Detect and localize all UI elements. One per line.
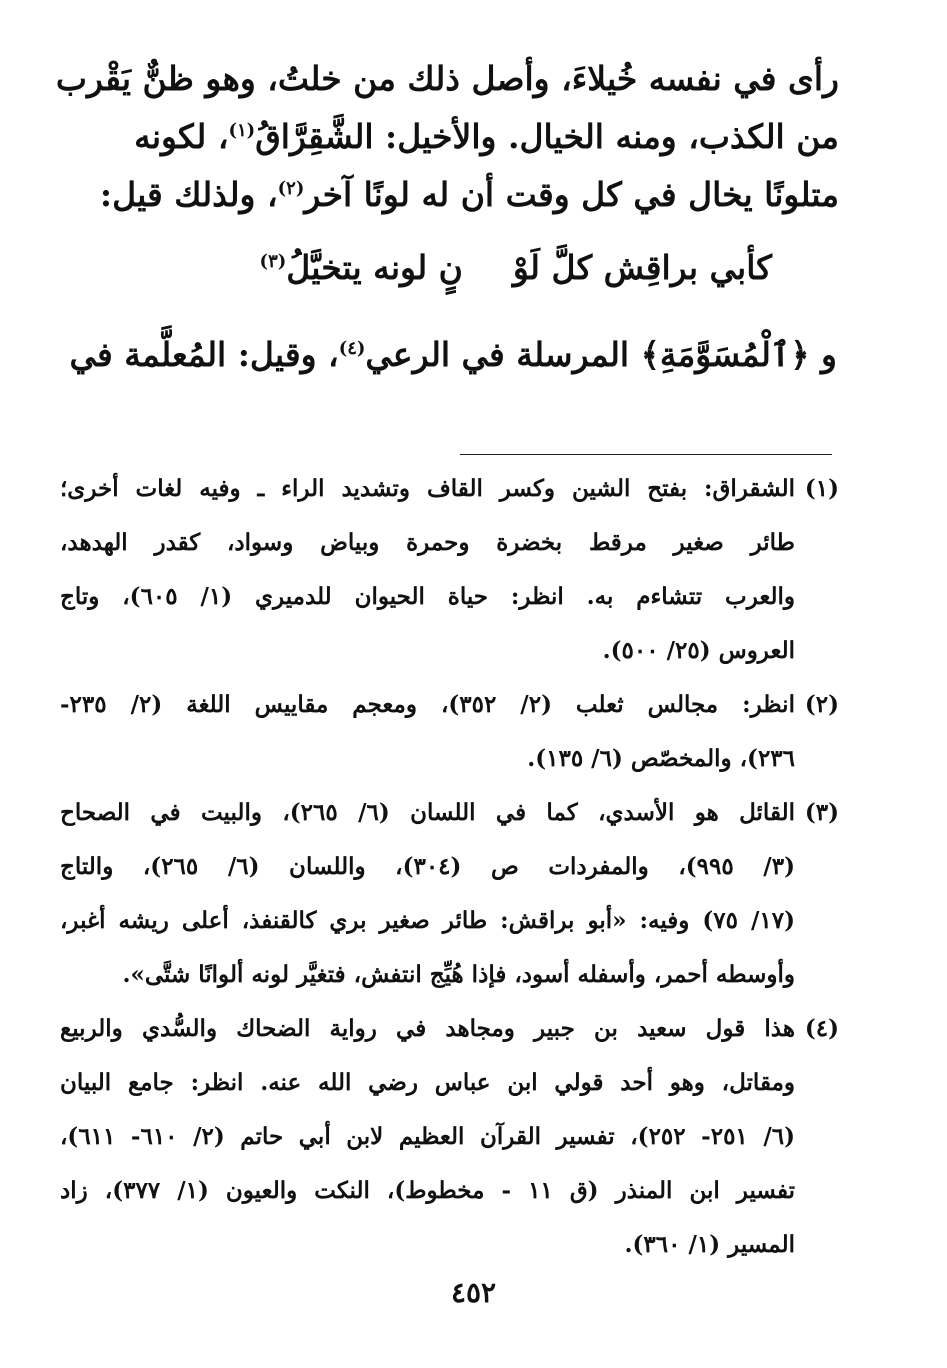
page-number: ٤٥٢	[450, 1276, 497, 1309]
footnote-line: المسير (١/ ٣٦٠).	[624, 1231, 795, 1258]
main-line-3-part-a: متلونًا يخال في كل وقت أن له لونًا آخر	[304, 175, 839, 214]
last-line-part-a: و ﴿ٱلْمُسَوَّمَةِ﴾ المرسلة في الرعي	[365, 335, 837, 374]
footnote-line: هذا قول سعيد بن جبير ومجاهد في رواية الضحاك والسُّدي والربيع	[60, 1015, 795, 1042]
footnote-2	[60, 678, 839, 786]
footnote-number: (٣)	[804, 799, 839, 826]
main-line-3-part-b: ، ولذلك قيل:	[99, 175, 278, 214]
footnote-line: طائر صغير مرقط بخضرة وحمرة وبياض وسواد، كقدر الهدهد،	[60, 529, 795, 556]
footnote-line: القائل هو الأسدي، كما في اللسان (٦/ ٢٦٥)، والبيت في الصحاح	[60, 799, 795, 826]
main-text	[55, 50, 839, 224]
footnote-line: انظر: مجالس ثعلب (٢/ ٣٥٢)، ومعجم مقاييس اللغة (٢/ ٢٣٥-	[60, 691, 795, 718]
main-line-2-part-a: من الكذب، ومنه الخيال. والأخيل: الشَّقِرَّاقُ	[255, 117, 839, 156]
footnote-line: وأوسطه أحمر، وأسفله أسود، فإذا هُيِّج انتفش، فتغيَّر لونه ألوانًا شتَّى».	[122, 961, 795, 988]
footnote-number: (١)	[804, 475, 839, 502]
footnote-4	[60, 1002, 839, 1272]
main-text-line	[55, 50, 839, 108]
main-text-line	[60, 108, 839, 166]
footnote-marker-4: (٤)	[338, 338, 366, 359]
footnote-3	[60, 786, 839, 1002]
footnote-line: الشقراق: بفتح الشين وكسر القاف وتشديد الراء ـ وفيه لغات أخرى؛	[60, 475, 795, 502]
footnote-line: ٢٣٦)، والمخصّص (٦/ ١٣٥).	[527, 745, 795, 772]
footnote-line: (١٧/ ٧٥) وفيه: «أبو براقش: طائر صغير بري كالقنفذ، أعلى ريشه أغبر،	[60, 907, 795, 934]
footnote-1	[60, 462, 839, 678]
footnote-line: والعرب تتشاءم به. انظر: حياة الحيوان للدميري (١/ ٦٠٥)، وتاج	[60, 583, 795, 610]
verse-first-hemistich: كأبي براقِش كلَّ لَوْ	[512, 248, 772, 287]
poetry-verse	[260, 248, 772, 287]
footnote-line: (٦/ ٢٥١- ٢٥٢)، تفسير القرآن العظيم لابن أبي حاتم (٢/ ٦١٠- ٦١١)،	[60, 1123, 795, 1150]
verse-second-hemistich: نٍ لونه يتخيَّلُ	[286, 248, 463, 287]
footnote-marker-3: (٣)	[259, 251, 287, 272]
main-text-last-line	[14, 335, 837, 374]
footnote-marker-2: (٢)	[277, 178, 305, 199]
footnote-line: ومقاتل، وهو أحد قولي ابن عباس رضي الله عنه. انظر: جامع البيان	[60, 1069, 795, 1096]
footnote-line: (٣/ ٩٩٥)، والمفردات ص (٣٠٤)، واللسان (٦/ ٢٦٥)، والتاج	[60, 853, 795, 880]
footnote-number: (٤)	[804, 1015, 839, 1042]
main-line-1: رأى في نفسه خُيلاءَ، وأصل ذلك من خلتُ، وهو ظنٌّ يَقْرب	[55, 59, 839, 98]
last-line-part-b: ، وقيل: المُعلَّمة في	[69, 335, 339, 374]
main-text-line	[60, 166, 839, 224]
footnotes	[60, 462, 839, 1272]
footnote-marker-1: (١)	[228, 120, 256, 141]
main-line-2-part-b: ، لكونه	[134, 117, 229, 156]
footnote-number: (٢)	[804, 691, 839, 718]
footnote-line: العروس (٢٥/ ٥٠٠).	[602, 637, 795, 664]
footnote-line: تفسير ابن المنذر (ق ١١ - مخطوط)، النكت والعيون (١/ ٣٧٧)، زاد	[60, 1177, 795, 1204]
footnote-separator	[460, 454, 832, 455]
